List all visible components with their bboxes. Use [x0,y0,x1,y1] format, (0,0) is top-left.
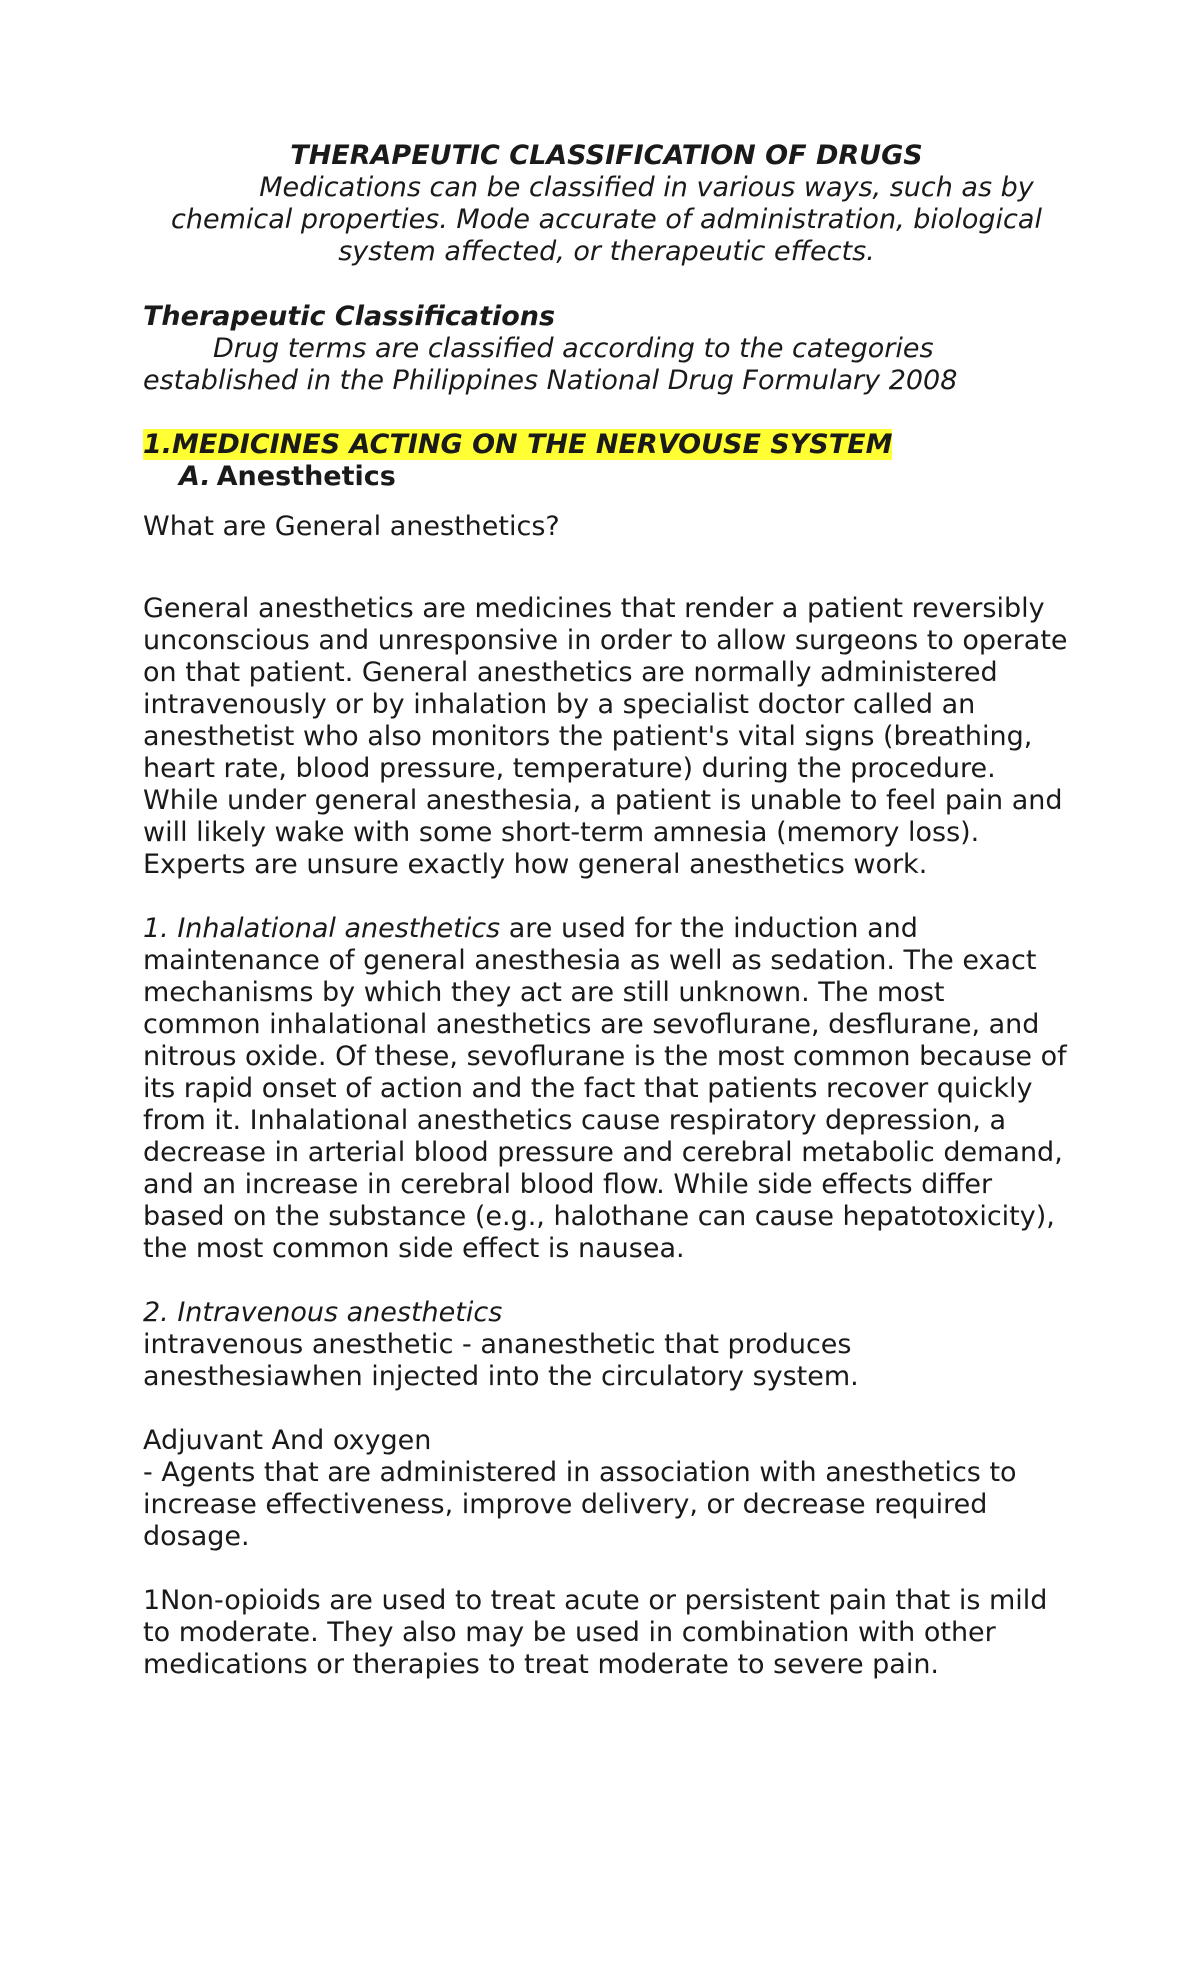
subheading-letter: A. [179,461,211,492]
question-line: What are General anesthetics? [143,511,560,542]
section-1-heading [143,429,1070,461]
adjuvant-text: - Agents that are administered in association with anesthetics to increase effectiveness, improve delivery, or decrease required dosage. [143,1457,1017,1552]
adjuvant-label: Adjuvant And oxygen [143,1425,432,1456]
therapeutic-paragraph [143,333,1070,397]
intro-paragraph [143,172,1070,268]
therapeutic-heading: Therapeutic Classifications [143,301,556,332]
subheading-text: Anesthetics [216,461,396,492]
section-1-heading-text: 1.MEDICINES ACTING ON THE NERVOUSE SYSTEM [143,429,893,460]
inhalational-label: 1. Inhalational anesthetics [143,913,501,944]
anesthetics-subheading [179,461,1070,493]
intravenous-text: intravenous anesthetic - ananesthetic that produces anesthesiawhen injected into the circulatory system. [143,1329,859,1392]
inhalational-text: are used for the induction and maintenance of general anesthesia as well as sedation. The exact mechanisms by which they act are still unknown. The most common inhalational anesthetics are sevoflurane, desflurane, and nitrous oxide. Of these, sevoflurane is the most common because of its rapid onset of action and the fact that patients recover quickly from it. Inhalational anesthetics cause respiratory depression, a decrease in arterial blood pressure and cerebral metabolic demand, and an increase in cerebral blood flow. While side effects differ based on the substance (e.g., halothane can cause hepatotoxicity), the most common side effect is nausea. [143,913,1067,1264]
non-opioids-paragraph: 1Non-opioids are used to treat acute or persistent pain that is mild to moderate. They also may be used in combination with other medications or therapies to treat moderate to severe pain. [143,1585,1048,1680]
document-title: THERAPEUTIC CLASSIFICATION OF DRUGS [290,140,923,171]
general-anesthetics-paragraph: General anesthetics are medicines that render a patient reversibly unconscious and unresponsive in order to allow surgeons to operate on that patient. General anesthetics are normally administered intravenously or by inhalation by a specialist doctor called an anesthetist who also monitors the patient's vital signs (breathing, heart rate, blood pressure, temperature) during the procedure. While under general anesthesia, a patient is unable to feel pain and will likely wake with some short-term amnesia (memory loss). Experts are unsure exactly how general anesthetics work. [143,593,1068,880]
inhalational-paragraph [143,913,1070,1265]
intro-text: Medications can be classified in various ways, such as by chemical properties. Mode accurate of administration, biological system affected, or therapeutic effects. [171,172,1042,267]
therapeutic-text: Drug terms are classified according to the categories established in the Philippines National Drug Formulary 2008 [143,333,958,396]
intravenous-label: 2. Intravenous anesthetics [143,1297,503,1328]
